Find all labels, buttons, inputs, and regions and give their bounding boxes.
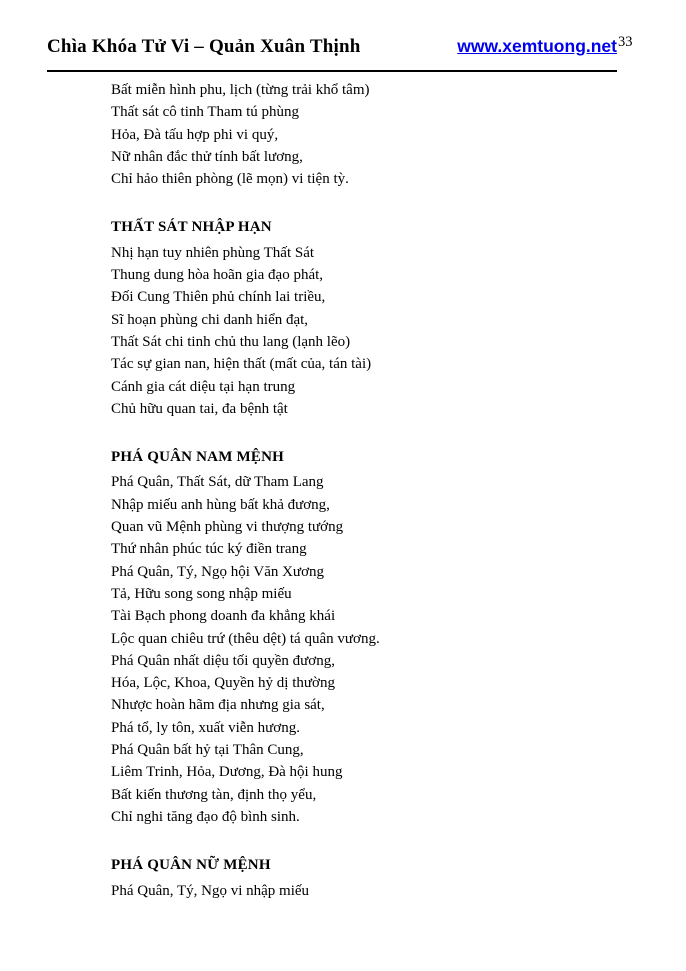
document-body	[111, 79, 591, 902]
poem-line: Thất Sát chi tinh chủ thu lang (lạnh lẽo)	[111, 333, 351, 350]
website-link[interactable]: www.xemtuong.net	[457, 36, 617, 56]
poem-line: Đối Cung Thiên phủ chính lai triều,	[111, 289, 326, 306]
poem-line: Phá tổ, ly tôn, xuất viễn hương.	[111, 719, 300, 736]
poem-section	[111, 216, 591, 420]
poem-line: Nhược hoàn hãm địa nhưng gia sát,	[111, 697, 325, 714]
poem-line: Chỉ hảo thiên phòng (lẽ mọn) vi tiện tỳ.	[111, 171, 349, 188]
poem-line: Lộc quan chiêu trứ (thêu dệt) tá quân vương.	[111, 630, 380, 647]
poem-section	[111, 854, 591, 902]
poem-line: Sĩ hoạn phùng chi danh hiển đạt,	[111, 311, 309, 328]
poem-line: Phá Quân, Tý, Ngọ hội Văn Xương	[111, 563, 324, 580]
poem-line: Tài Bạch phong doanh đa khẳng khái	[111, 608, 336, 625]
poem-line: Phá Quân bất hỷ tại Thân Cung,	[111, 742, 304, 759]
poem-line: Nữ nhân đắc thử tính bất lương,	[111, 148, 303, 165]
poem-section	[111, 79, 591, 190]
header-divider	[47, 70, 617, 72]
poem-line: Chỉ nghi tăng đạo độ bình sinh.	[111, 808, 300, 825]
poem-line: Tác sự gian nan, hiện thất (mất của, tán tài)	[111, 356, 372, 373]
poem-line: Hóa, Lộc, Khoa, Quyền hỷ dị thường	[111, 675, 335, 692]
poem-line: Nhị hạn tuy nhiên phùng Thất Sát	[111, 244, 315, 261]
poem-line: Tả, Hữu song song nhập miếu	[111, 585, 292, 602]
page-header	[47, 34, 633, 58]
poem-line: Chủ hữu quan tai, đa bệnh tật	[111, 400, 288, 417]
section-heading: PHÁ QUÂN NAM MỆNH	[111, 449, 284, 466]
poem-line: Phá Quân nhất diệu tối quyền đương,	[111, 652, 335, 669]
poem-line: Thứ nhân phúc túc ký điền trang	[111, 541, 307, 558]
poem-line: Thung dung hòa hoãn gia đạo phát,	[111, 267, 324, 284]
poem-line: Cánh gia cát diệu tại hạn trung	[111, 378, 296, 395]
poem-line: Bất miễn hình phu, lịch (từng trải khổ tâm)	[111, 82, 370, 98]
poem-line: Nhập miếu anh hùng bất khả đương,	[111, 496, 330, 513]
poem-line: Hỏa, Đà tấu hợp phi vi quý,	[111, 126, 279, 143]
book-title: Chìa Khóa Tử Vi – Quản Xuân Thịnh	[47, 36, 361, 57]
poem-section	[111, 446, 591, 828]
poem-line: Phá Quân, Thất Sát, dữ Tham Lang	[111, 474, 324, 491]
section-heading: THẤT SÁT NHẬP HẠN	[111, 219, 272, 236]
poem-line: Thất sát cô tinh Tham tú phùng	[111, 104, 300, 121]
poem-line: Liêm Trinh, Hỏa, Dương, Đà hội hung	[111, 764, 343, 781]
page-number: 33	[618, 34, 633, 50]
poem-line: Quan vũ Mệnh phùng vi thượng tướng	[111, 519, 344, 536]
poem-line: Phá Quân, Tý, Ngọ vi nhập miếu	[111, 882, 310, 899]
section-heading: PHÁ QUÂN NỮ MỆNH	[111, 857, 271, 874]
poem-line: Bất kiến thương tàn, định thọ yểu,	[111, 786, 317, 803]
